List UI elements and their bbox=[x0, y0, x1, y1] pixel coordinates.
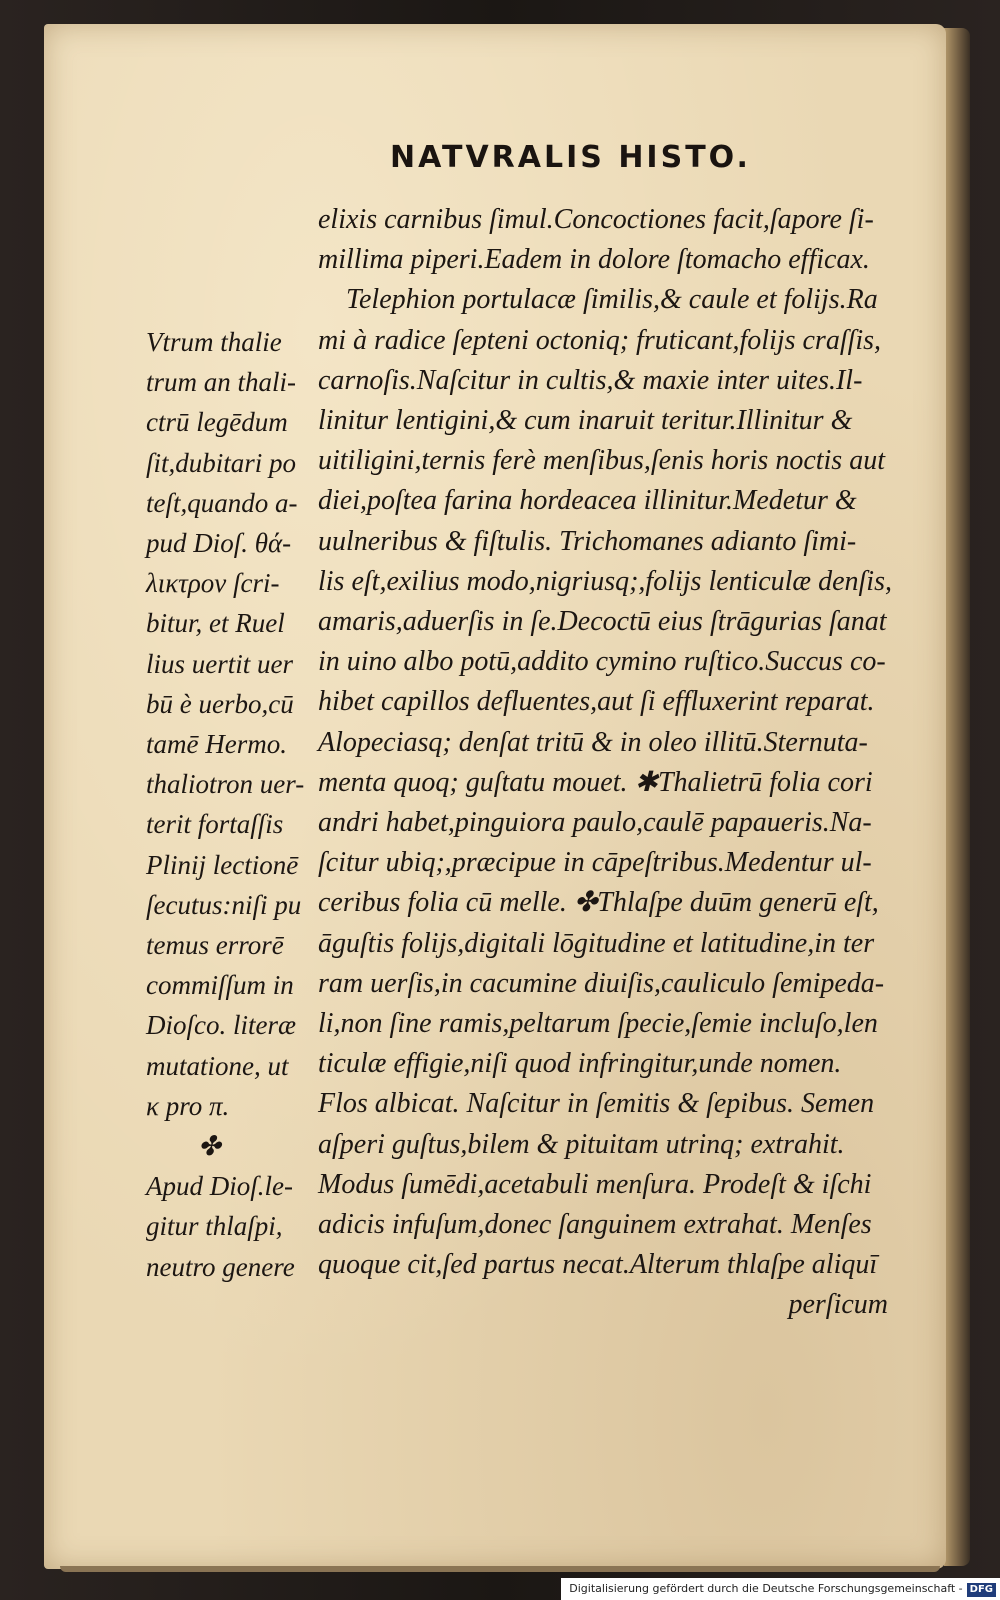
margin-note-line: terit fortaſſis bbox=[146, 809, 284, 840]
text-line: lis eſt,exilius modo,nigriusq;,folijs lenticulæ denſis, bbox=[318, 565, 892, 597]
text-line: aſperi guſtus,bilem & pituitam utrinq; extrahit. bbox=[318, 1128, 845, 1160]
margin-note-line: Apud Dioſ.le- bbox=[146, 1171, 293, 1202]
margin-note-line: Vtrum thalie bbox=[146, 327, 282, 357]
margin-note-line: commiſſum in bbox=[146, 970, 294, 1001]
margin-note-line: trum an thali- bbox=[146, 367, 297, 398]
text-line: andri habet,pinguiora paulo,caulē papaueris.Na- bbox=[318, 807, 872, 839]
margin-note-line: λικτρον ſcri- bbox=[146, 568, 280, 599]
text-line: Flos albicat. Naſcitur in ſemitis & ſepibus. Semen bbox=[318, 1088, 875, 1120]
fleuron-icon: ✤ bbox=[198, 1131, 221, 1162]
page-edge bbox=[944, 28, 970, 1566]
margin-note-line: tamē Hermo. bbox=[146, 729, 287, 760]
text-line: mi à radice ſepteni octoniq; fruticant,folijs craſſis, bbox=[318, 324, 882, 356]
margin-note-line: ctrū legēdum bbox=[146, 407, 288, 438]
running-head: NATVRALIS HISTO. bbox=[390, 140, 751, 175]
page-bottom-edge bbox=[60, 1566, 940, 1572]
text-line: quoque cit,ſed partus necat.Alterum thlaſpe aliquī bbox=[318, 1249, 878, 1281]
text-line: āguſtis folijs,digitali lōgitudine et latitudine,in ter bbox=[318, 927, 875, 959]
margin-note-line: ſecutus:niſi pu bbox=[146, 889, 302, 920]
margin-note-line: pud Dioſ. θά- bbox=[146, 528, 292, 559]
margin-note-line: lius uertit uer bbox=[146, 648, 293, 679]
text-line: linitur lentigini,& cum inaruit teritur.Illinitur & bbox=[318, 405, 853, 437]
text-line: millima piperi.Eadem in dolore ſtomacho efficax. bbox=[318, 244, 870, 276]
margin-note-line: neutro genere bbox=[146, 1251, 295, 1282]
text-line: ram uerſis,in cacumine diuiſis,cauliculo ſemipeda- bbox=[318, 967, 885, 999]
margin-note-line: Dioſco. literæ bbox=[146, 1010, 296, 1041]
text-line: diei,poſtea farina hordeacea illinitur.Medetur & bbox=[318, 485, 857, 517]
text-line: Alopeciasq; denſat tritū & in oleo illitū.Sternuta- bbox=[318, 726, 868, 758]
margin-note-line: gitur thlaſpi, bbox=[146, 1211, 283, 1242]
margin-note-line: bitur, et Ruel bbox=[146, 608, 285, 639]
digitization-credit bbox=[561, 1578, 1000, 1600]
text-line: uulneribus & fiſtulis. Trichomanes adianto ſimi- bbox=[318, 525, 857, 557]
margin-note-line: thaliotron uer- bbox=[146, 769, 305, 800]
catchword: perſicum bbox=[788, 1289, 888, 1321]
text-line: in uino albo potū,addito cymino ruſtico.Succus co- bbox=[318, 646, 886, 678]
margin-note-line: mutatione, ut bbox=[146, 1050, 289, 1081]
text-line: elixis carnibus ſimul.Concoctiones facit,ſapore ſi- bbox=[318, 204, 874, 235]
text-line: ticulæ effigie,niſi quod infringitur,unde nomen. bbox=[318, 1048, 842, 1080]
margin-note-line: temus errorē bbox=[146, 930, 284, 961]
text-line: ceribus folia cū melle. ✤Thlaſpe duūm generū eſt, bbox=[318, 887, 879, 919]
text-line: Modus ſumēdi,acetabuli menſura. Prodeſt & iſchi bbox=[318, 1168, 872, 1200]
text-line: Telephion portulacæ ſimilis,& caule et folijs.Ra bbox=[346, 284, 878, 316]
text-line: carnoſis.Naſcitur in cultis,& maxie inter uites.Il- bbox=[318, 364, 863, 396]
margin-note-line: ſit,dubitari po bbox=[146, 447, 297, 478]
credit-text: Digitalisierung gefördert durch die Deutsche Forschungsgemeinschaft - bbox=[569, 1582, 963, 1595]
text-line: li,non ſine ramis,peltarum ſpecie,ſemie incluſo,len bbox=[318, 1008, 878, 1040]
text-line: hibet capillos defluentes,aut ſi effluxerint reparat. bbox=[318, 686, 875, 718]
margin-note-line: teſt,quando a- bbox=[146, 487, 298, 518]
dfg-logo: DFG bbox=[967, 1583, 996, 1597]
text-line: menta quoq; guſtatu mouet. ✱Thalietrū folia cori bbox=[318, 766, 873, 798]
main-text-block bbox=[318, 200, 928, 1326]
margin-note-line: bū è uerbo,cū bbox=[146, 688, 294, 719]
text-line: ſcitur ubiq;,præcipue in cāpeſtribus.Medentur ul- bbox=[318, 847, 872, 879]
text-line: adicis infuſum,donec ſanguinem extrahat. Menſes bbox=[318, 1209, 872, 1241]
margin-notes bbox=[146, 322, 318, 1287]
text-line: uitiligini,ternis ferè menſibus,ſenis horis noctis aut bbox=[318, 445, 885, 477]
margin-note-line: Plinij lectionē bbox=[146, 849, 299, 880]
margin-note-line: κ pro π. bbox=[146, 1090, 230, 1121]
text-line: amaris,aduerſis in ſe.Decoctū eius ſtrāgurias ſanat bbox=[318, 606, 887, 638]
